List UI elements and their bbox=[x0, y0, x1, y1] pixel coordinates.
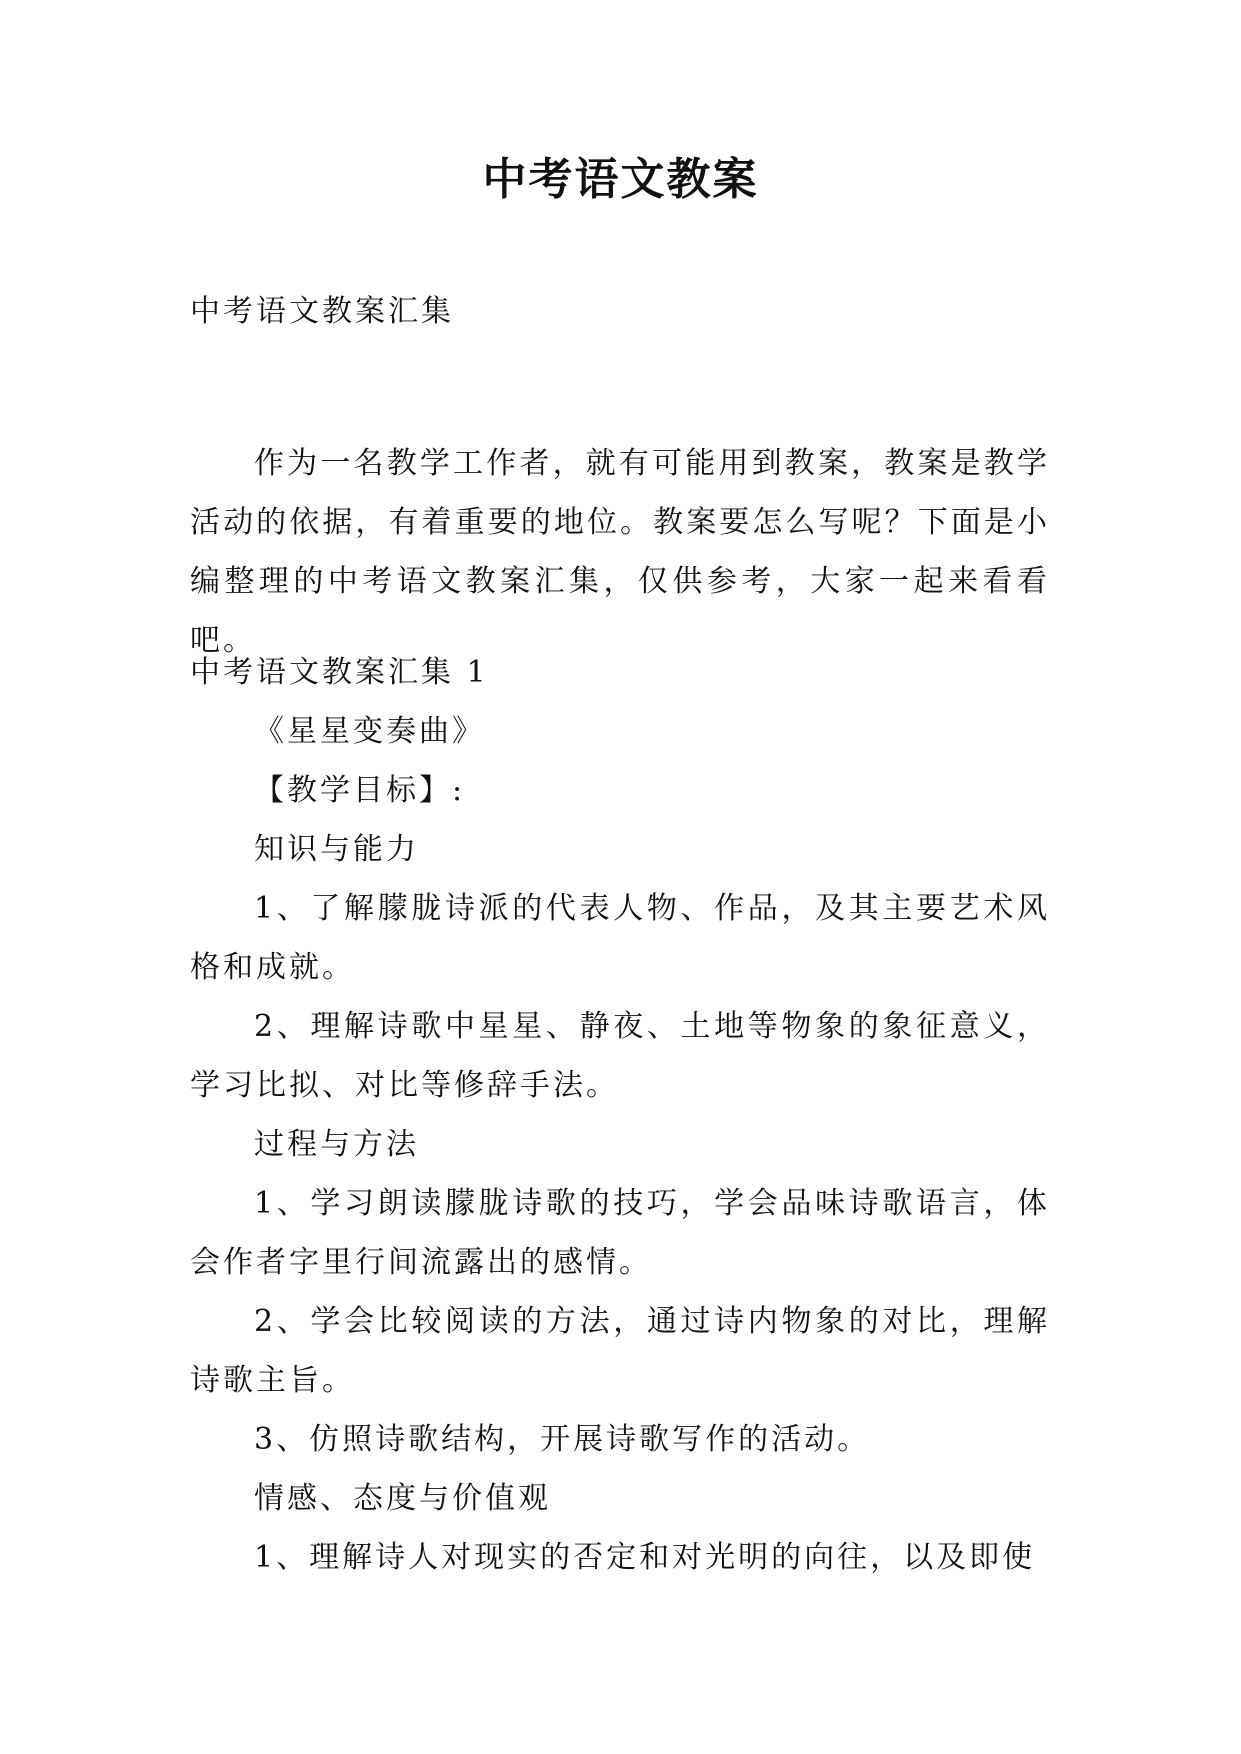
section-heading: 中考语文教案汇集 1 bbox=[190, 655, 489, 690]
emotion-heading: 情感、态度与价值观 bbox=[254, 1481, 551, 1516]
process-heading: 过程与方法 bbox=[254, 1127, 419, 1162]
process-item-3: 3、仿照诗歌结构，开展诗歌写作的活动。 bbox=[254, 1422, 871, 1457]
knowledge-item-1: 1、了解朦胧诗派的代表人物、作品，及其主要艺术风格和成就。 bbox=[190, 891, 1050, 985]
objectives-heading: 【教学目标】: bbox=[254, 773, 466, 808]
lesson-content bbox=[190, 643, 1050, 1587]
process-item-2: 2、学会比较阅读的方法，通过诗内物象的对比，理解诗歌主旨。 bbox=[190, 1304, 1050, 1398]
intro-paragraph: 作为一名教学工作者，就有可能用到教案，教案是教学活动的依据，有着重要的地位。教案要怎么写呢？下面是小编整理的中考语文教案汇集，仅供参考，大家一起来看看吧。 bbox=[190, 446, 1050, 658]
process-item-1: 1、学习朗读朦胧诗歌的技巧，学会品味诗歌语言，体会作者字里行间流露出的感情。 bbox=[190, 1186, 1050, 1280]
lesson-title: 《星星变奏曲》 bbox=[254, 714, 485, 749]
knowledge-item-2: 2、理解诗歌中星星、静夜、土地等物象的象征意义，学习比拟、对比等修辞手法。 bbox=[190, 1009, 1050, 1103]
document-subtitle: 中考语文教案汇集 bbox=[190, 294, 454, 329]
emotion-item-1: 1、理解诗人对现实的否定和对光明的向往，以及即使 bbox=[254, 1540, 1036, 1575]
knowledge-heading: 知识与能力 bbox=[254, 832, 419, 867]
document-title: 中考语文教案 bbox=[482, 154, 759, 205]
